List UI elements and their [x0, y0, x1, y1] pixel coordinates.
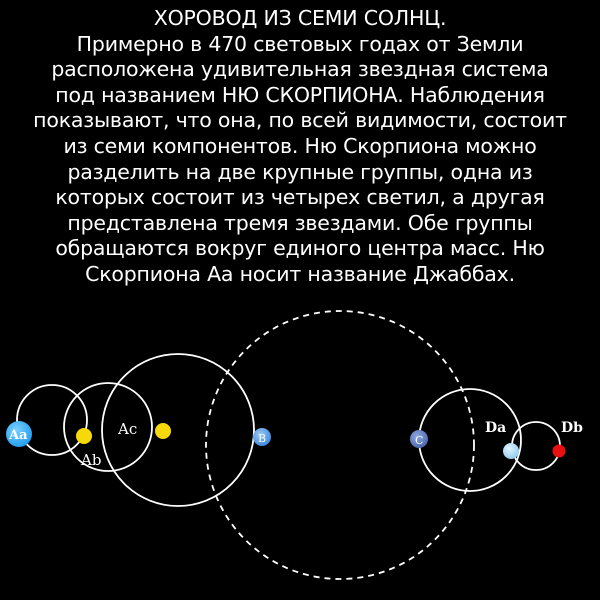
orbits: [17, 311, 560, 579]
star-aa-label: Aa: [9, 428, 28, 443]
star-ac: [155, 423, 171, 439]
star-ab: [76, 428, 92, 444]
text-line: из семи компонентов. Ню Скорпиона можно: [63, 133, 537, 158]
star-ab-label: Ab: [81, 451, 102, 469]
star-ac-label: Ac: [118, 420, 138, 438]
star-da: [503, 443, 519, 459]
text-line: представлена тремя звездами. Обе группы: [67, 210, 533, 235]
star-b-label: B: [258, 432, 267, 445]
common-center-orbit: [206, 311, 474, 579]
text-line: расположена удивительная звездная система: [51, 57, 549, 82]
star-c-label: C: [415, 434, 424, 447]
text-line: Скорпиона Аа носит название Джаббах.: [85, 261, 515, 286]
text-line: разделить на две крупные группы, одна из: [67, 159, 533, 184]
star-db: [553, 445, 566, 458]
text-line: показывают, что она, по всей видимости, состоит: [33, 108, 567, 133]
text-line: обращаются вокруг единого центра масс. Ню: [55, 236, 545, 261]
text-line: Примерно в 470 световых годах от Земли: [76, 31, 524, 56]
c-da-orbit: [419, 389, 521, 491]
text-line: которых состоит из четырех светил, а другая: [55, 185, 545, 210]
star-db-label: Db: [561, 420, 583, 436]
da-db-orbit: [512, 422, 560, 470]
text-line: под названием НЮ СКОРПИОНА. Наблюдения: [55, 82, 545, 107]
star-da-label: Da: [485, 420, 507, 436]
title-line: ХОРОВОД ИЗ СЕМИ СОЛНЦ.: [153, 6, 447, 30]
